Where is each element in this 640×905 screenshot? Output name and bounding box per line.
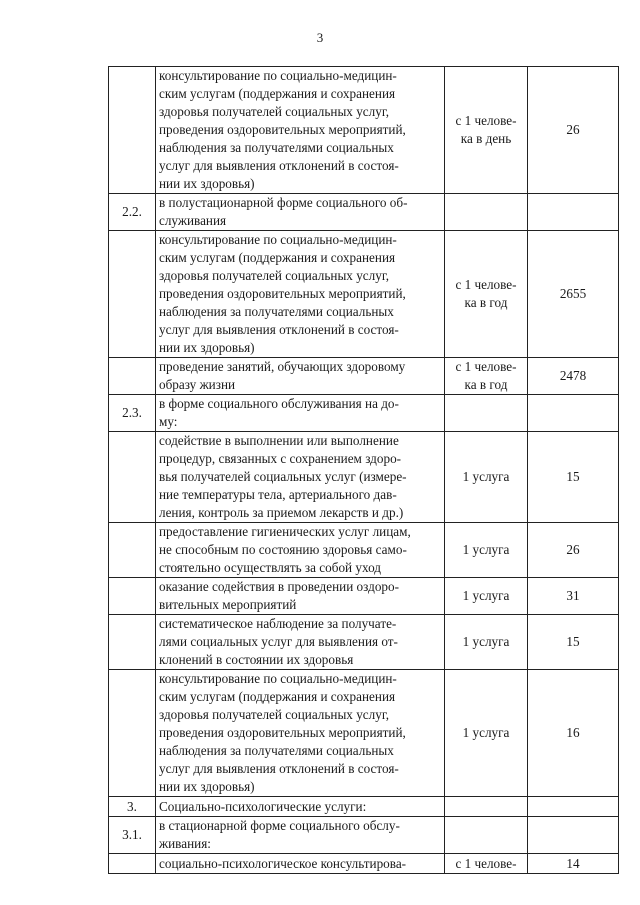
value-cell <box>528 817 619 854</box>
description-line: в полустационарной форме социального об- <box>159 195 408 210</box>
unit-cell <box>445 615 528 670</box>
table-row <box>109 854 619 874</box>
description-line: социально-психологическое консультирова- <box>159 855 407 871</box>
table-row <box>109 358 619 395</box>
unit-line: с 1 челове- <box>455 855 517 871</box>
description-line: нии их здоровья) <box>159 340 255 355</box>
description-line: здоровья получателей социальных услуг, <box>159 104 390 119</box>
value-cell: 15 <box>528 432 619 523</box>
unit-line: ка в год <box>464 295 508 310</box>
row-number-cell <box>109 67 156 194</box>
description-line: проведения оздоровительных мероприятий, <box>159 725 406 740</box>
description-line: не способным по состоянию здоровья само- <box>159 542 407 557</box>
table-row <box>109 578 619 615</box>
description-line: оказание содействия в проведении оздоро- <box>159 579 400 594</box>
unit-cell <box>445 231 528 358</box>
description-line: вья получателей социальных услуг (измере- <box>159 469 407 484</box>
table-row <box>109 817 619 854</box>
service-description-cell <box>156 578 445 615</box>
unit-line: с 1 челове- <box>455 113 517 128</box>
row-number-cell <box>109 615 156 670</box>
description-line: наблюдения за получателями социальных <box>159 743 394 758</box>
value-cell <box>528 395 619 432</box>
description-line: здоровья получателей социальных услуг, <box>159 268 390 283</box>
table-row <box>109 797 619 817</box>
row-number-cell <box>109 432 156 523</box>
description-line: проведения оздоровительных мероприятий, <box>159 286 406 301</box>
service-description-cell <box>156 523 445 578</box>
table-row <box>109 615 619 670</box>
service-description-cell <box>156 615 445 670</box>
description-line: консультирование по социально-медицин- <box>159 68 397 83</box>
unit-line: 1 услуга <box>462 542 510 557</box>
description-line: наблюдения за получателями социальных <box>159 304 394 319</box>
value-cell: 14 <box>528 854 619 874</box>
table-row <box>109 432 619 523</box>
value-cell: 16 <box>528 670 619 797</box>
description-line: ским услугам (поддержания и сохранения <box>159 689 396 704</box>
unit-line: ка в год <box>464 377 508 392</box>
unit-line: с 1 челове- <box>455 277 517 292</box>
table-row <box>109 395 619 432</box>
page-number: 3 <box>316 30 324 45</box>
description-line: предоставление гигиенических услуг лицам, <box>159 524 411 539</box>
description-line: живания: <box>159 836 211 851</box>
description-line: вительных мероприятий <box>159 597 297 612</box>
description-line: услуг для выявления отклонений в состоя- <box>159 761 399 776</box>
value-cell <box>528 194 619 231</box>
table-row <box>109 231 619 358</box>
unit-cell <box>445 194 528 231</box>
value-cell: 31 <box>528 578 619 615</box>
unit-cell <box>445 817 528 854</box>
description-line: систематическое наблюдение за получате- <box>159 616 397 631</box>
description-line: в стационарной форме социального обслу- <box>159 818 400 833</box>
description-line: ние температуры тела, артериального дав- <box>159 487 397 502</box>
unit-line: 1 услуга <box>462 634 510 649</box>
description-line: лями социальных услуг для выявления от- <box>159 634 398 649</box>
service-description-cell <box>156 395 445 432</box>
description-line: ским услугам (поддержания и сохранения <box>159 86 396 101</box>
table-row <box>109 194 619 231</box>
description-line: проведения оздоровительных мероприятий, <box>159 122 406 137</box>
unit-cell <box>445 432 528 523</box>
unit-line: 1 услуга <box>462 469 510 484</box>
description-line: проведение занятий, обучающих здоровому <box>159 359 406 374</box>
service-description-cell <box>156 67 445 194</box>
unit-line: с 1 челове- <box>455 359 517 374</box>
unit-line: 1 услуга <box>462 588 510 603</box>
service-description-cell <box>156 670 445 797</box>
row-number-cell <box>109 358 156 395</box>
description-line: содействие в выполнении или выполнение <box>159 433 399 448</box>
service-description-cell <box>156 797 445 817</box>
unit-cell <box>445 670 528 797</box>
description-line: нии их здоровья) <box>159 176 255 191</box>
value-cell: 26 <box>528 67 619 194</box>
description-line: процедур, связанных с сохранением здоро- <box>159 451 402 466</box>
service-description-cell <box>156 817 445 854</box>
description-line: консультирование по социально-медицин- <box>159 232 397 247</box>
table-row <box>109 523 619 578</box>
value-cell: 15 <box>528 615 619 670</box>
row-number-cell: 3. <box>109 797 156 817</box>
service-description-cell <box>156 194 445 231</box>
services-table-body <box>109 67 619 874</box>
description-line: услуг для выявления отклонений в состоя- <box>159 158 399 173</box>
description-line: нии их здоровья) <box>159 779 255 794</box>
row-number-cell <box>109 231 156 358</box>
service-description-cell <box>156 854 445 874</box>
description-line: стоятельно осуществлять за собой уход <box>159 560 382 575</box>
row-number-cell: 3.1. <box>109 817 156 854</box>
value-cell <box>528 797 619 817</box>
row-number-cell: 2.2. <box>109 194 156 231</box>
value-cell: 26 <box>528 523 619 578</box>
description-line: служивания <box>159 213 227 228</box>
service-description-cell <box>156 432 445 523</box>
description-line: здоровья получателей социальных услуг, <box>159 707 390 722</box>
unit-line: ка в день <box>460 131 512 146</box>
description-line: в форме социального обслуживания на до- <box>159 396 399 411</box>
description-line: наблюдения за получателями социальных <box>159 140 394 155</box>
unit-line: 1 услуга <box>462 725 510 740</box>
description-line: образу жизни <box>159 377 236 392</box>
description-line: ским услугам (поддержания и сохранения <box>159 250 396 265</box>
row-number-cell <box>109 523 156 578</box>
value-cell: 2478 <box>528 358 619 395</box>
description-line: му: <box>159 414 178 429</box>
description-line: консультирование по социально-медицин- <box>159 671 397 686</box>
unit-cell <box>445 854 528 874</box>
table-row <box>109 67 619 194</box>
unit-cell <box>445 358 528 395</box>
unit-cell <box>445 523 528 578</box>
row-number-cell <box>109 670 156 797</box>
service-description-cell <box>156 358 445 395</box>
unit-cell <box>445 797 528 817</box>
description-line: услуг для выявления отклонений в состоя- <box>159 322 399 337</box>
description-line: Социально-психологические услуги: <box>159 798 367 814</box>
service-description-cell <box>156 231 445 358</box>
unit-cell <box>445 395 528 432</box>
description-line: ления, контроль за приемом лекарств и др.) <box>159 505 404 520</box>
unit-cell <box>445 578 528 615</box>
row-number-cell: 2.3. <box>109 395 156 432</box>
row-number-cell <box>109 578 156 615</box>
services-table <box>108 66 619 874</box>
row-number-cell <box>109 854 156 874</box>
value-cell: 2655 <box>528 231 619 358</box>
description-line: клонений в состоянии их здоровья <box>159 652 354 667</box>
unit-cell <box>445 67 528 194</box>
table-row <box>109 670 619 797</box>
